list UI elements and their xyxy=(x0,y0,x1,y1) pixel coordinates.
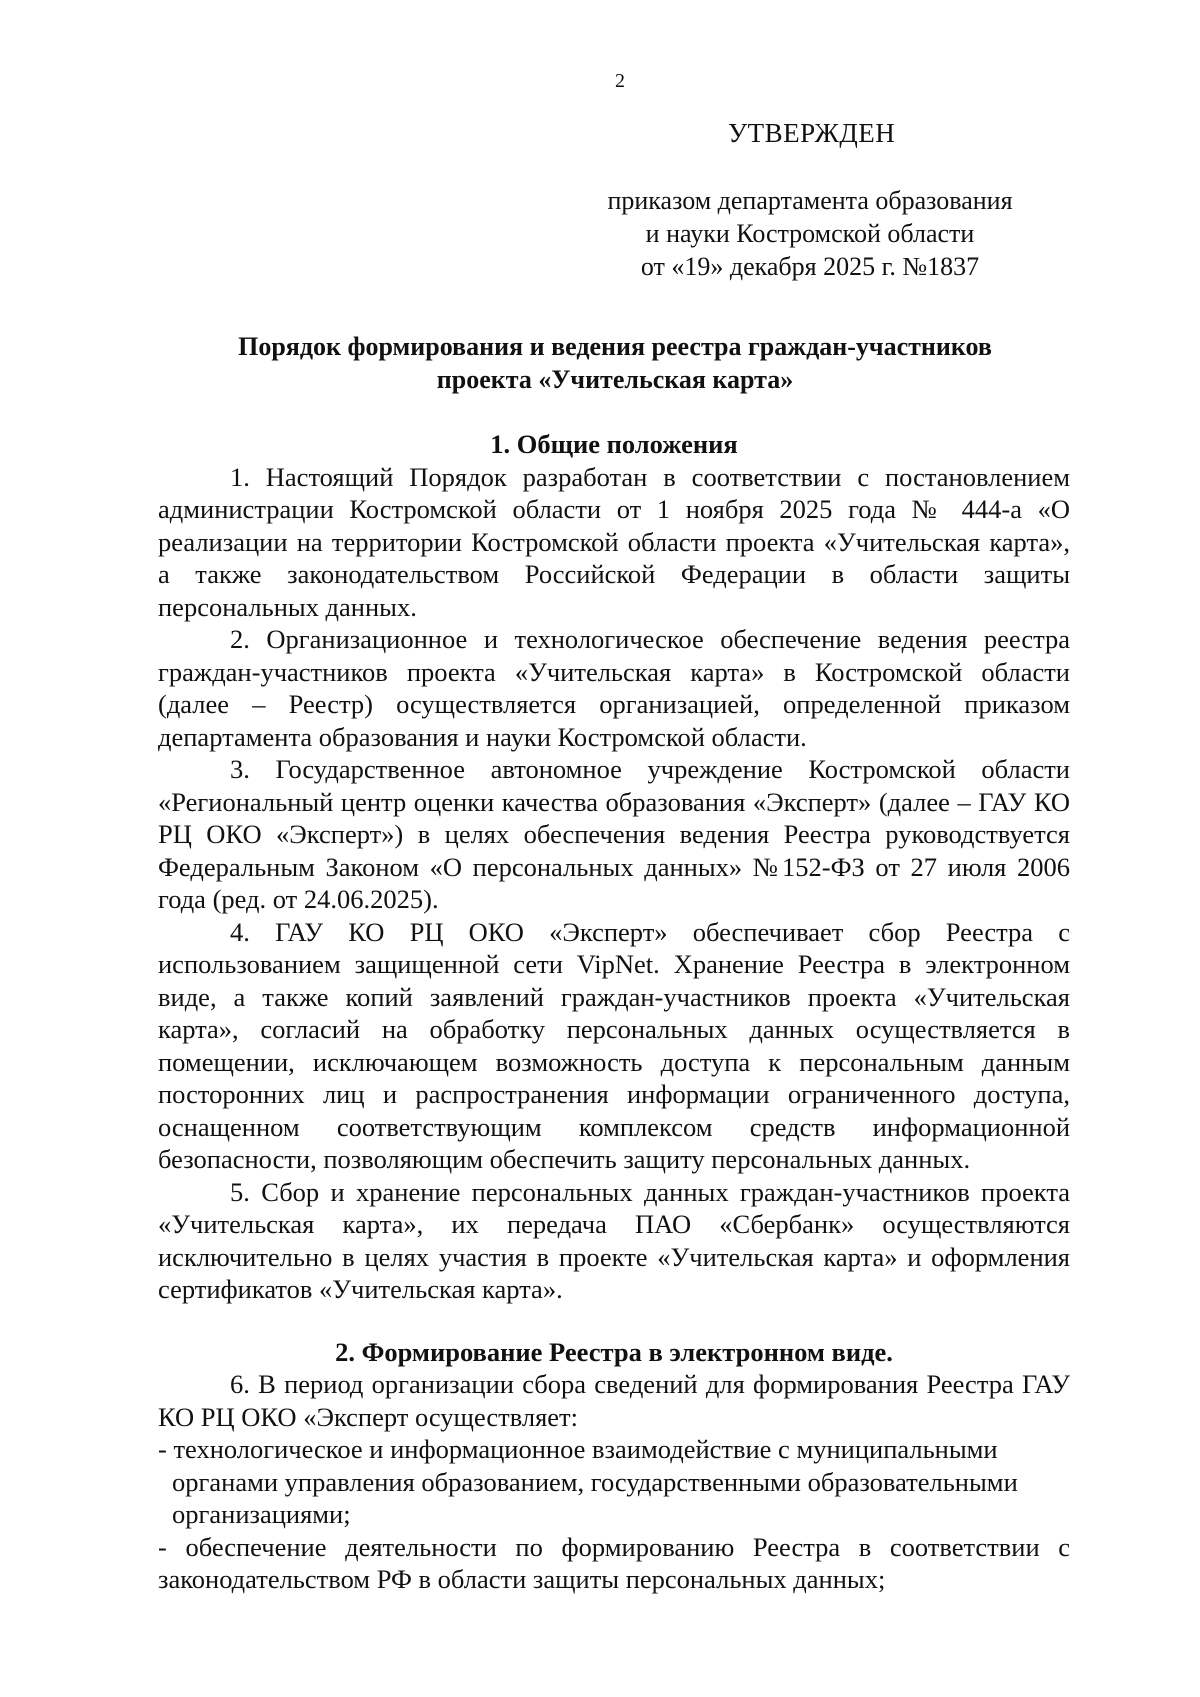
approval-line-3: от «19» декабря 2025 г. №1837 xyxy=(640,252,980,281)
paragraph-2: 2. Организационное и технологическое обеспечение ведения реестра граждан-участников проекта «Учительская карта» в Костромской области (далее – Реестр) осуществляется организацией, определенной приказом департамента образования и науки Костромской области. xyxy=(158,624,1070,752)
paragraph-5: 5. Сбор и хранение персональных данных граждан-участников проекта «Учительская карта», их передача ПАО «Сбербанк» осуществляются исключительно в целях участия в проекте «Учительская карта» и оформления сертификатов «Учительская карта». xyxy=(158,1176,1070,1304)
approval-block xyxy=(560,184,1060,283)
document-title xyxy=(155,330,1075,396)
approval-line-1: приказом департамента образования xyxy=(607,186,1013,215)
approval-title: УТВЕРЖДЕН xyxy=(728,118,896,148)
paragraph-3: 3. Государственное автономное учреждение Костромской области «Региональный центр оценки качества образования «Эксперт» (далее – ГАУ КО РЦ ОКО «Эксперт») в целях обеспечения ведения Реестра руководствуется Федеральным Законом «О персональных данных» №152-ФЗ от 27 июля 2006 года (ред. от 24.06.2025). xyxy=(158,754,1070,914)
section-1-heading: 1. Общие положения xyxy=(490,429,738,459)
paragraph-4: 4. ГАУ КО РЦ ОКО «Эксперт» обеспечивает сбор Реестра с использованием защищенной сети VipNet. Хранение Реестра в электронном виде, а также копий заявлений граждан-участников проекта «Учительская карта», согласий на обработку персональных данных осуществляется в помещении, исключающем возможность доступа к персональным данным посторонних лиц и распространения информации ограниченного доступа, оснащенном соответствующим комплексом средств информационной безопасности, позволяющим обеспечить защиту персональных данных. xyxy=(158,916,1070,1174)
section-2-heading: 2. Формирование Реестра в электронном виде. xyxy=(335,1336,893,1367)
approval-line-2: и науки Костромской области xyxy=(645,219,975,248)
document-title-line-2: проекта «Учительская карта» xyxy=(436,365,794,394)
page-number: 2 xyxy=(615,70,625,92)
list-item-2: - обеспечение деятельности по формированию Реестра в соответствии с законодательством РФ в области защиты персональных данных; xyxy=(158,1531,1070,1594)
document-title-line-1: Порядок формирования и ведения реестра граждан-участников xyxy=(238,332,992,361)
section-gap xyxy=(158,1306,1070,1336)
paragraph-6: 6. В период организации сбора сведений для формирования Реестра ГАУ КО РЦ ОКО «Эксперт осуществляет: xyxy=(158,1369,1070,1432)
paragraph-1: 1. Настоящий Порядок разработан в соответствии с постановлением администрации Костромской области от 1 ноября 2025 года № 444-а «О реализации на территории Костромской области проекта «Учительская карта», а также законодательством Российской Федерации в области защиты персональных данных. xyxy=(158,461,1070,622)
document-body xyxy=(158,428,1070,1596)
list-item-1: - технологическое и информационное взаимодействие с муниципальными органами управления образованием, государственными образовательными организациями; xyxy=(158,1434,1018,1529)
